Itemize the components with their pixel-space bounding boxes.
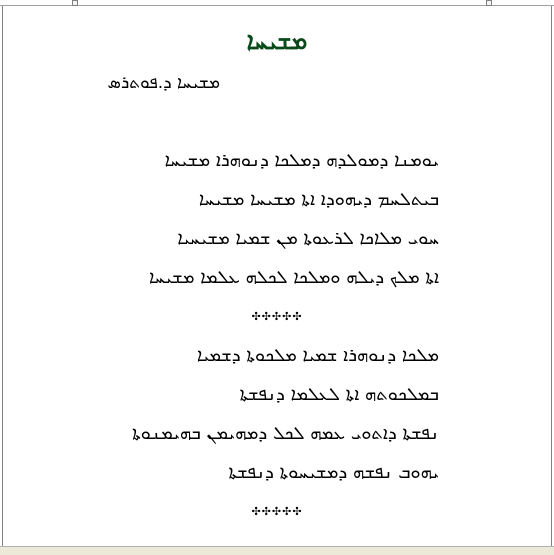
verse-line: ܢܦܫܬܐ ܕܐܬܘܝ ܥܡܗ ܠܟܠ ܕܡܗܝܡܢ ܒܗܝܡܢܘܬܐ (132, 423, 439, 444)
verse-line: ܝܗܘܒ ܢܦܫܗ ܕܡܫܝܚܘܬܐ ܕܢܦܫܬܐ (228, 462, 439, 483)
document-page (4, 7, 550, 545)
verse-line: ܒܝܬܠܚܡ ܕܝܗܘܕܐ ܐܬܐ ܡܫܝܚܐ ܡܫܝܚܐ (198, 189, 439, 210)
poem-title: ܡܫܝܚܐ (246, 27, 308, 55)
window-bottom-bar (0, 546, 554, 555)
verse-line: ܝܘܡܢܐ ܕܡܘܠܕܗ ܕܡܠܟܐ ܕܢܘܗܪܐ ܡܫܝܚܐ (164, 150, 439, 171)
ruler-marker-left[interactable] (72, 0, 78, 6)
ruler-marker-right[interactable] (486, 0, 492, 6)
verse-line: ܡܠܟܐ ܕܢܘܗܪܐ ܫܡܝܐ ܡܠܟܘܬܐ ܕܫܡܝܐ (196, 345, 439, 366)
poem-author: ܡܫܝܚܐ ܕ.ܦܘܬܪܣ (107, 73, 220, 93)
window-left-edge (0, 6, 3, 546)
verse-line: ܚܘܝ ܡܠܐܟܐ ܠܪܥܘܬܐ ܡܢ ܫܡܝܐ ܡܫܝܚܝܐ (177, 228, 439, 249)
verse-line: ܒܡܠܟܘܬܗ ܐܬܐ ܠܥܠܡܐ ܕܢܦܫܬܐ (239, 384, 439, 405)
stanza-separator: ✣✣✣✣✣ (251, 310, 303, 323)
window-top-edge (0, 0, 554, 6)
stanza-separator: ✣✣✣✣✣ (251, 505, 303, 518)
verse-line: ܐܬܐ ܡܠܟ ܕܝܠܗ ܘܡܠܟܐ ܠܟܠܗ ܥܠܡܐ ܡܫܝܚܐ (149, 267, 439, 288)
